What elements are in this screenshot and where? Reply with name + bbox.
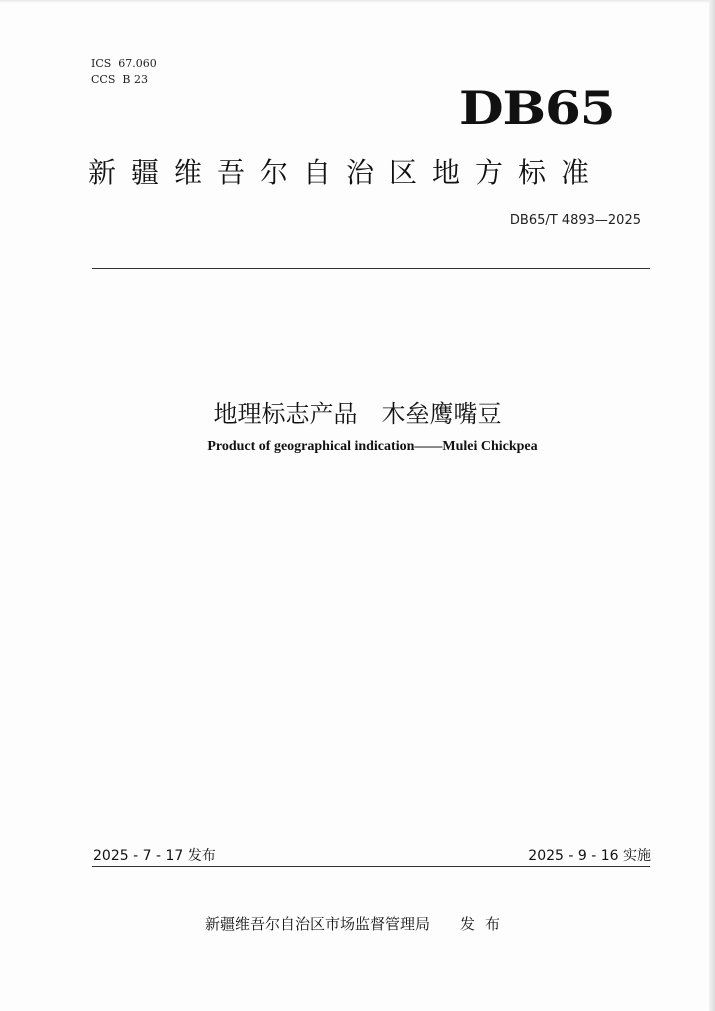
standard-number: DB65/T 4893—2025	[509, 213, 641, 228]
scan-top-edge	[0, 0, 715, 3]
implementation-date: 2025 - 9 - 16 实施	[528, 848, 651, 864]
title-english: Product of geographical indication——Mulei Chickpea	[207, 439, 538, 454]
ics-code: ICS 67.060	[91, 57, 157, 70]
db65-logo	[459, 81, 615, 135]
scan-right-edge	[709, 0, 715, 1011]
issuer-title: 新疆维吾尔自治区地方标准	[88, 156, 605, 189]
title-chinese: 地理标志产品 木垒鹰嘴豆	[213, 400, 502, 428]
publisher-action: 发布	[460, 915, 511, 933]
publisher-name: 新疆维吾尔自治区市场监督管理局	[205, 915, 431, 933]
logo-text: DB65	[459, 81, 615, 135]
top-divider	[92, 268, 650, 269]
issue-date: 2025 - 7 - 17 发布	[93, 848, 216, 864]
publisher-line	[205, 913, 510, 935]
bottom-divider	[92, 866, 650, 867]
ccs-code: CCS B 23	[91, 73, 148, 86]
classification-codes	[91, 56, 157, 88]
